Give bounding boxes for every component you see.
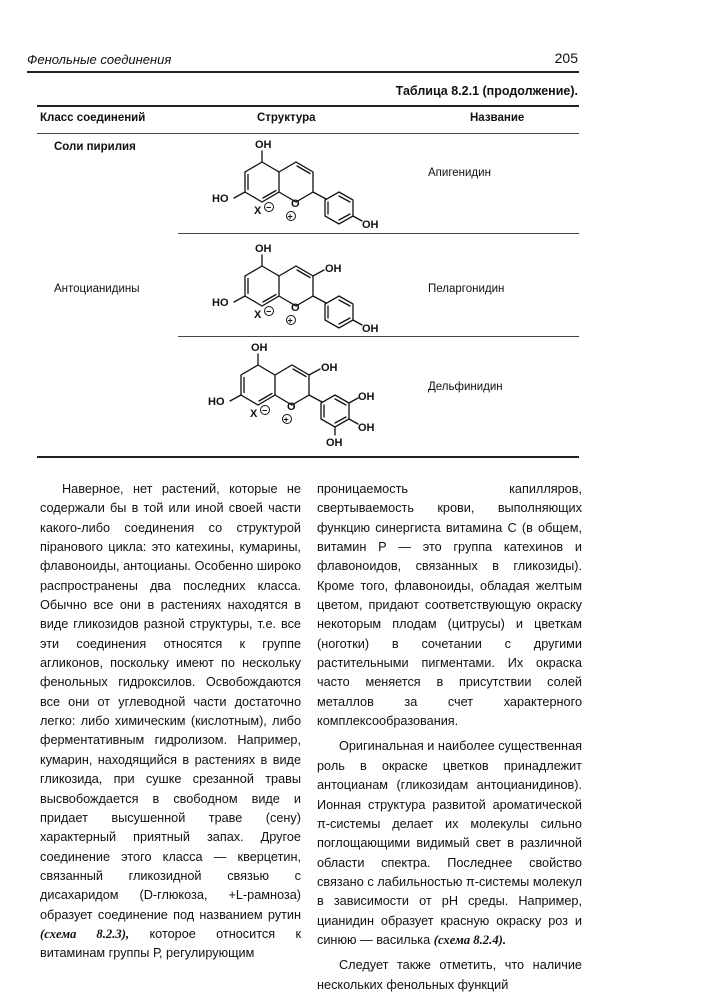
paragraph: Следует также отметить, что наличие нескольких фенольных функций — [317, 958, 582, 992]
name-pelargonidin: Пеларгонидин — [428, 283, 505, 295]
table-top-rule — [37, 105, 579, 107]
bond-7-oh — [234, 296, 245, 302]
counterion-label: X — [254, 205, 262, 217]
row-divider — [178, 336, 579, 337]
bond-3-oh — [313, 270, 324, 276]
bond-7-oh — [234, 192, 245, 198]
table-header-rule — [37, 133, 579, 134]
ho-label: HO — [212, 193, 229, 205]
column-header-name: Название — [470, 112, 525, 124]
ring-oxygen-label: O — [287, 401, 296, 413]
ring-b — [325, 192, 353, 224]
ring-b — [321, 395, 349, 427]
ring-c — [275, 365, 309, 405]
class-pyrylium-salts: Соли пирилия — [54, 141, 136, 153]
paragraph — [317, 737, 582, 950]
plus-sign: + — [287, 211, 293, 222]
table-caption: Таблица 8.2.1 (продолжение). — [395, 84, 578, 98]
bond-aryl — [309, 395, 322, 402]
scheme-reference: (схема 8.2.3), — [40, 926, 130, 941]
ho-label: HO — [208, 396, 225, 408]
body-column-right — [317, 480, 582, 995]
ring-a — [245, 162, 279, 202]
scheme-reference: (схема 8.2.4). — [433, 932, 507, 947]
bond-4p-oh — [353, 216, 362, 221]
ho-label: HO — [212, 297, 229, 309]
page-number: 205 — [554, 50, 578, 66]
structure-delphinidin — [196, 339, 381, 451]
ring-oxygen-label: O — [291, 302, 300, 314]
class-anthocyanidins: Антоцианидины — [54, 283, 140, 295]
counterion-label: X — [254, 309, 262, 321]
plus-sign: + — [283, 414, 289, 425]
ring-a — [245, 266, 279, 306]
oh-label: OH — [255, 243, 272, 255]
row-divider — [178, 233, 579, 234]
oh-label: OH — [251, 342, 268, 354]
header-rule — [27, 71, 579, 73]
structure-apigenidin — [200, 136, 380, 228]
oh-label: OH — [362, 323, 379, 335]
oh-label: OH — [255, 139, 272, 151]
oh-label: OH — [362, 219, 379, 228]
bond-4p-oh — [349, 419, 358, 424]
body-column-left — [40, 480, 301, 964]
oh-label: OH — [358, 422, 375, 434]
structure-pelargonidin — [200, 240, 380, 335]
column-header-class: Класс соединений — [40, 112, 146, 124]
bond-4p-oh — [353, 320, 362, 325]
minus-sign: − — [262, 405, 268, 416]
bond-aryl — [313, 192, 326, 199]
table-bottom-rule — [37, 456, 579, 458]
bond-aryl — [313, 296, 326, 303]
oh-label: OH — [321, 362, 338, 374]
oh-label: OH — [326, 437, 343, 449]
column-header-structure: Структура — [257, 112, 316, 124]
ring-a — [241, 365, 275, 405]
bond-3p-oh — [349, 398, 358, 403]
bond-3-oh — [309, 369, 320, 375]
paragraph — [40, 480, 301, 964]
oh-label: OH — [325, 263, 342, 275]
plus-sign: + — [287, 315, 293, 326]
name-delphinidin: Дельфинидин — [428, 381, 503, 393]
ring-oxygen-label: O — [291, 198, 300, 210]
running-header-title: Фенольные соединения — [27, 52, 172, 67]
paragraph-text: которое относится к витаминам группы Р, регулирующим — [40, 926, 301, 961]
name-apigenidin: Апигенидин — [428, 167, 491, 179]
minus-sign: − — [266, 202, 272, 213]
bond-7-oh — [230, 395, 241, 401]
ring-c — [279, 266, 313, 306]
minus-sign: − — [266, 306, 272, 317]
paragraph: проницаемость капилляров, свертываемость крови, выполняющих функцию синергиста витамина С (в общем, витамин Р — это группа катехинов и флавоноидов, связанных в гликозиды). Кроме того, флавоноиды, обладая желтым цветом, придают соответствующую окраску некоторым плодам (цитрусы) и цветкам (ноготки) в сочетании с другими растительными пигментами. Их окраска часто меняется в присутствии солей металлов за счет характерного комплексообразования. — [317, 482, 582, 729]
paragraph-text: Наверное, нет растений, которые не содержали бы в той или иной своей части какого-либо соединения со структурой піранового цикла: это катехины, кумарины, флавоноиды, антоцианы. Особенно широко распространены два последних класса. Обычно все они в растениях находятся в виде гликозидов разной структуры, т.е. все эти соединения относятся к группе агликонов, поскольку имеют по нескольку фенольных гидроксилов. Освобождаются все они от углеводной части достаточно легко: либо химическим (кислотным), либо ферментативным гидролизом. Например, кумарин, находящийся в растениях в виде гликозида, при сушке срезанной травы высвобождается в свободном виде и придает высушенной траве (сену) характерный приятный запах. Другое соединение этого класса — кверцетин, связанный гликозидной связью с дисахаридом (D-глюкоза, +L-рамноза) образует соединение под названием рутин — [40, 482, 301, 922]
counterion-label: X — [250, 408, 258, 420]
paragraph-text: Оригинальная и наиболее существенная роль в окраске цветков принадлежит антоцианам (гликозидам антоцианидинов). Ионная структура развитой ароматической π-системы делает их молекулы сильно поглощающими видимый свет в различной области спектра. Последнее свойство связано с лабильностью π-системы молекул в зависимости от pH среды. Например, цианидин образует красную окраску роз и синюю — василька — [317, 739, 582, 947]
oh-label: OH — [358, 391, 375, 403]
ring-b — [325, 296, 353, 328]
ring-c — [279, 162, 313, 202]
